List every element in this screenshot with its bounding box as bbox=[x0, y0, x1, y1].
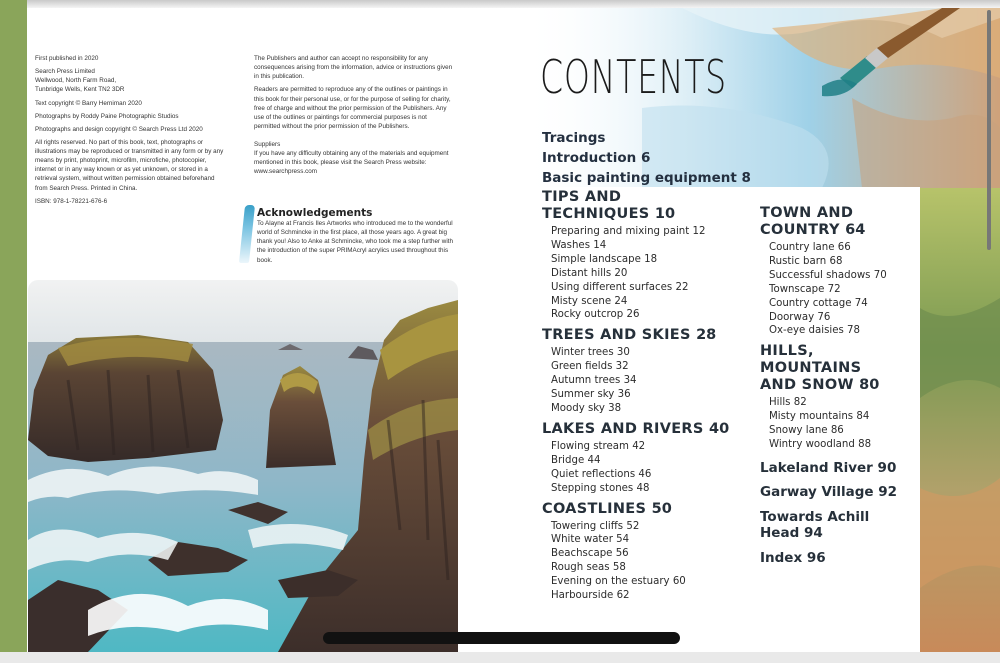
toc-entry-introduction[interactable]: Introduction 6 bbox=[542, 150, 651, 166]
toc-section-lakes[interactable]: LAKES AND RIVERS 40 bbox=[542, 420, 730, 437]
imprint-text-copyright: Text copyright © Barry Herniman 2020 bbox=[35, 99, 142, 107]
toc-section-tips[interactable]: TIPS AND TECHNIQUES 10 bbox=[542, 189, 676, 222]
toc-section-coastlines[interactable]: COASTLINES 50 bbox=[542, 500, 672, 517]
toc-subitems-coastlines bbox=[542, 520, 757, 603]
toc-section-hills[interactable]: HILLS, MOUNTAINS AND SNOW 80 bbox=[760, 343, 880, 394]
acknowledgements-text: To Alayne at Francis Iles Artworks who introduced me to the wonderful world of Schmincke in the first place, all those years ago. A great big thank you! Also to Anke at Schmincke, who took me a step further with the introduction of the super PRIMAcryl acrylics used throughout this book. bbox=[257, 220, 454, 264]
toc-item[interactable]: Bridge 44 bbox=[551, 454, 601, 466]
toc-item[interactable]: Winter trees 30 bbox=[551, 347, 630, 359]
front-matter-list bbox=[542, 128, 751, 188]
toc-item[interactable]: Misty scene 24 bbox=[551, 295, 628, 307]
painting-illustration bbox=[28, 280, 458, 652]
toc-page-number: 80 bbox=[859, 377, 880, 394]
imprint-publisher-address: Search Press Limited Wellwood, North Farm Road, Tunbridge Wells, Kent TN2 3DR bbox=[35, 68, 125, 94]
toc-item[interactable]: Country cottage 74 bbox=[769, 297, 868, 309]
toc-page-number: 8 bbox=[741, 170, 751, 186]
toc-item[interactable]: Distant hills 20 bbox=[551, 267, 628, 279]
publisher-notice-column bbox=[254, 54, 454, 177]
imprint-rights-reserved: All rights reserved. No part of this book, text, photographs or illustrations may be reproduced or transmitted in any form or by any means by print, photoprint, microfilm, microfiche, photocopier, internet or in any way known or as yet unknown, or stored in a retrieval system, without written permission obtained beforehand from Search Press. Printed in China. bbox=[35, 138, 224, 192]
toc-entry-lakeland-river[interactable]: Lakeland River 90 bbox=[760, 459, 897, 476]
toc-item[interactable]: Ox-eye daisies 78 bbox=[769, 325, 860, 337]
toc-item[interactable]: Rustic barn 68 bbox=[769, 255, 843, 267]
toc-item[interactable]: Misty mountains 84 bbox=[769, 411, 870, 423]
toc-item[interactable]: Preparing and mixing paint 12 bbox=[551, 226, 706, 237]
toc-item[interactable]: Wintry woodland 88 bbox=[769, 439, 872, 451]
toc-item[interactable]: Flowing stream 42 bbox=[551, 440, 646, 452]
toc-entry-basic-equipment[interactable]: Basic painting equipment 8 bbox=[542, 170, 751, 186]
toc-entry-towards-achill-head[interactable]: Towards Achill Head 94 bbox=[760, 508, 870, 542]
toc-item[interactable]: Moody sky 38 bbox=[551, 402, 622, 414]
imprint-isbn: ISBN: 978-1-78221-676-6 bbox=[35, 197, 108, 205]
toc-item[interactable]: Doorway 76 bbox=[769, 311, 831, 323]
toc-subitems-town bbox=[760, 241, 920, 338]
imprint-design-copyright: Photographs and design copyright © Search Press Ltd 2020 bbox=[35, 125, 203, 133]
toc-item[interactable]: Stepping stones 48 bbox=[551, 482, 650, 494]
toc-item[interactable]: Country lane 66 bbox=[769, 242, 851, 253]
toc-item[interactable]: Successful shadows 70 bbox=[769, 269, 887, 281]
toc-item[interactable]: Using different surfaces 22 bbox=[551, 281, 689, 293]
toc-item[interactable]: Autumn trees 34 bbox=[551, 375, 637, 387]
toc-projects bbox=[760, 460, 920, 567]
toc-section-trees[interactable]: TREES AND SKIES 28 bbox=[542, 327, 717, 344]
toc-item[interactable]: Rocky outcrop 26 bbox=[551, 309, 640, 321]
contents-title: CONTENTS bbox=[540, 50, 727, 104]
toc-column-1 bbox=[542, 189, 757, 603]
bottom-edge bbox=[0, 652, 1000, 663]
suppliers-heading: Suppliers bbox=[254, 141, 281, 148]
toc-entry-tracings[interactable]: Tracings bbox=[542, 130, 606, 146]
toc-item[interactable]: White water 54 bbox=[551, 534, 630, 546]
toc-page-number: 50 bbox=[651, 500, 672, 517]
toc-item[interactable]: Towering cliffs 52 bbox=[551, 520, 640, 532]
toc-item[interactable]: Quiet reflections 46 bbox=[551, 468, 652, 480]
toc-item[interactable]: Harbourside 62 bbox=[551, 590, 630, 602]
imprint-photographs: Photographs by Roddy Paine Photographic Studios bbox=[35, 112, 179, 120]
toc-item[interactable]: Summer sky 36 bbox=[551, 389, 631, 401]
notice-permissions: Readers are permitted to reproduce any of the outlines or paintings in this book for their personal use, or for the purpose of selling for charity, free of charge and without the prior permission of the Publishers. Any use of the outlines or paintings for commercial purposes is not permitted without the prior permission of the Publishers. bbox=[254, 86, 451, 130]
vertical-scroll-indicator[interactable] bbox=[987, 10, 991, 250]
toc-item[interactable]: Simple landscape 18 bbox=[551, 253, 658, 265]
toc-item[interactable]: Beachscape 56 bbox=[551, 548, 629, 560]
top-edge-shadow bbox=[0, 0, 1000, 8]
toc-item[interactable]: Green fields 32 bbox=[551, 361, 629, 373]
toc-item[interactable]: Washes 14 bbox=[551, 239, 607, 251]
toc-page-number: 40 bbox=[709, 420, 730, 437]
suppliers-text: If you have any difficulty obtaining any of the materials and equipment mentioned in this book, please visit the Search Press website: bbox=[254, 150, 449, 167]
toc-subitems-tips bbox=[542, 225, 757, 322]
suppliers-url[interactable]: www.searchpress.com bbox=[254, 168, 317, 176]
toc-entry-index[interactable]: Index 96 bbox=[760, 549, 826, 566]
toc-page-number: 28 bbox=[696, 327, 717, 344]
acknowledgements-title: Acknowledgements bbox=[257, 207, 373, 219]
toc-subitems-trees bbox=[542, 346, 757, 416]
imprint-column bbox=[35, 54, 225, 210]
toc-entry-garway-village[interactable]: Garway Village 92 bbox=[760, 484, 898, 501]
notice-responsibility: The Publishers and author can accept no responsibility for any consequences arising from the information, advice or instructions given in this publication. bbox=[254, 55, 453, 81]
horizontal-scroll-indicator[interactable] bbox=[323, 632, 680, 644]
toc-item[interactable]: Evening on the estuary 60 bbox=[551, 576, 686, 588]
imprint-first-published: First published in 2020 bbox=[35, 55, 99, 62]
toc-item[interactable]: Snowy lane 86 bbox=[769, 425, 844, 437]
toc-item[interactable]: Rough seas 58 bbox=[551, 562, 626, 574]
toc-item[interactable]: Hills 82 bbox=[769, 397, 807, 409]
coastal-cliffs-painting bbox=[28, 280, 458, 652]
toc-page-number: 64 bbox=[845, 222, 866, 238]
toc-subitems-lakes bbox=[542, 440, 757, 496]
toc-column-2 bbox=[760, 205, 920, 566]
toc-subitems-hills bbox=[760, 396, 920, 452]
toc-item[interactable]: Townscape 72 bbox=[769, 283, 841, 295]
book-spine-edge bbox=[0, 0, 27, 663]
toc-page-number: 10 bbox=[654, 206, 676, 222]
toc-section-town[interactable]: TOWN AND COUNTRY 64 bbox=[760, 205, 866, 238]
toc-page-number: 6 bbox=[640, 150, 651, 166]
acknowledgements bbox=[257, 207, 462, 265]
